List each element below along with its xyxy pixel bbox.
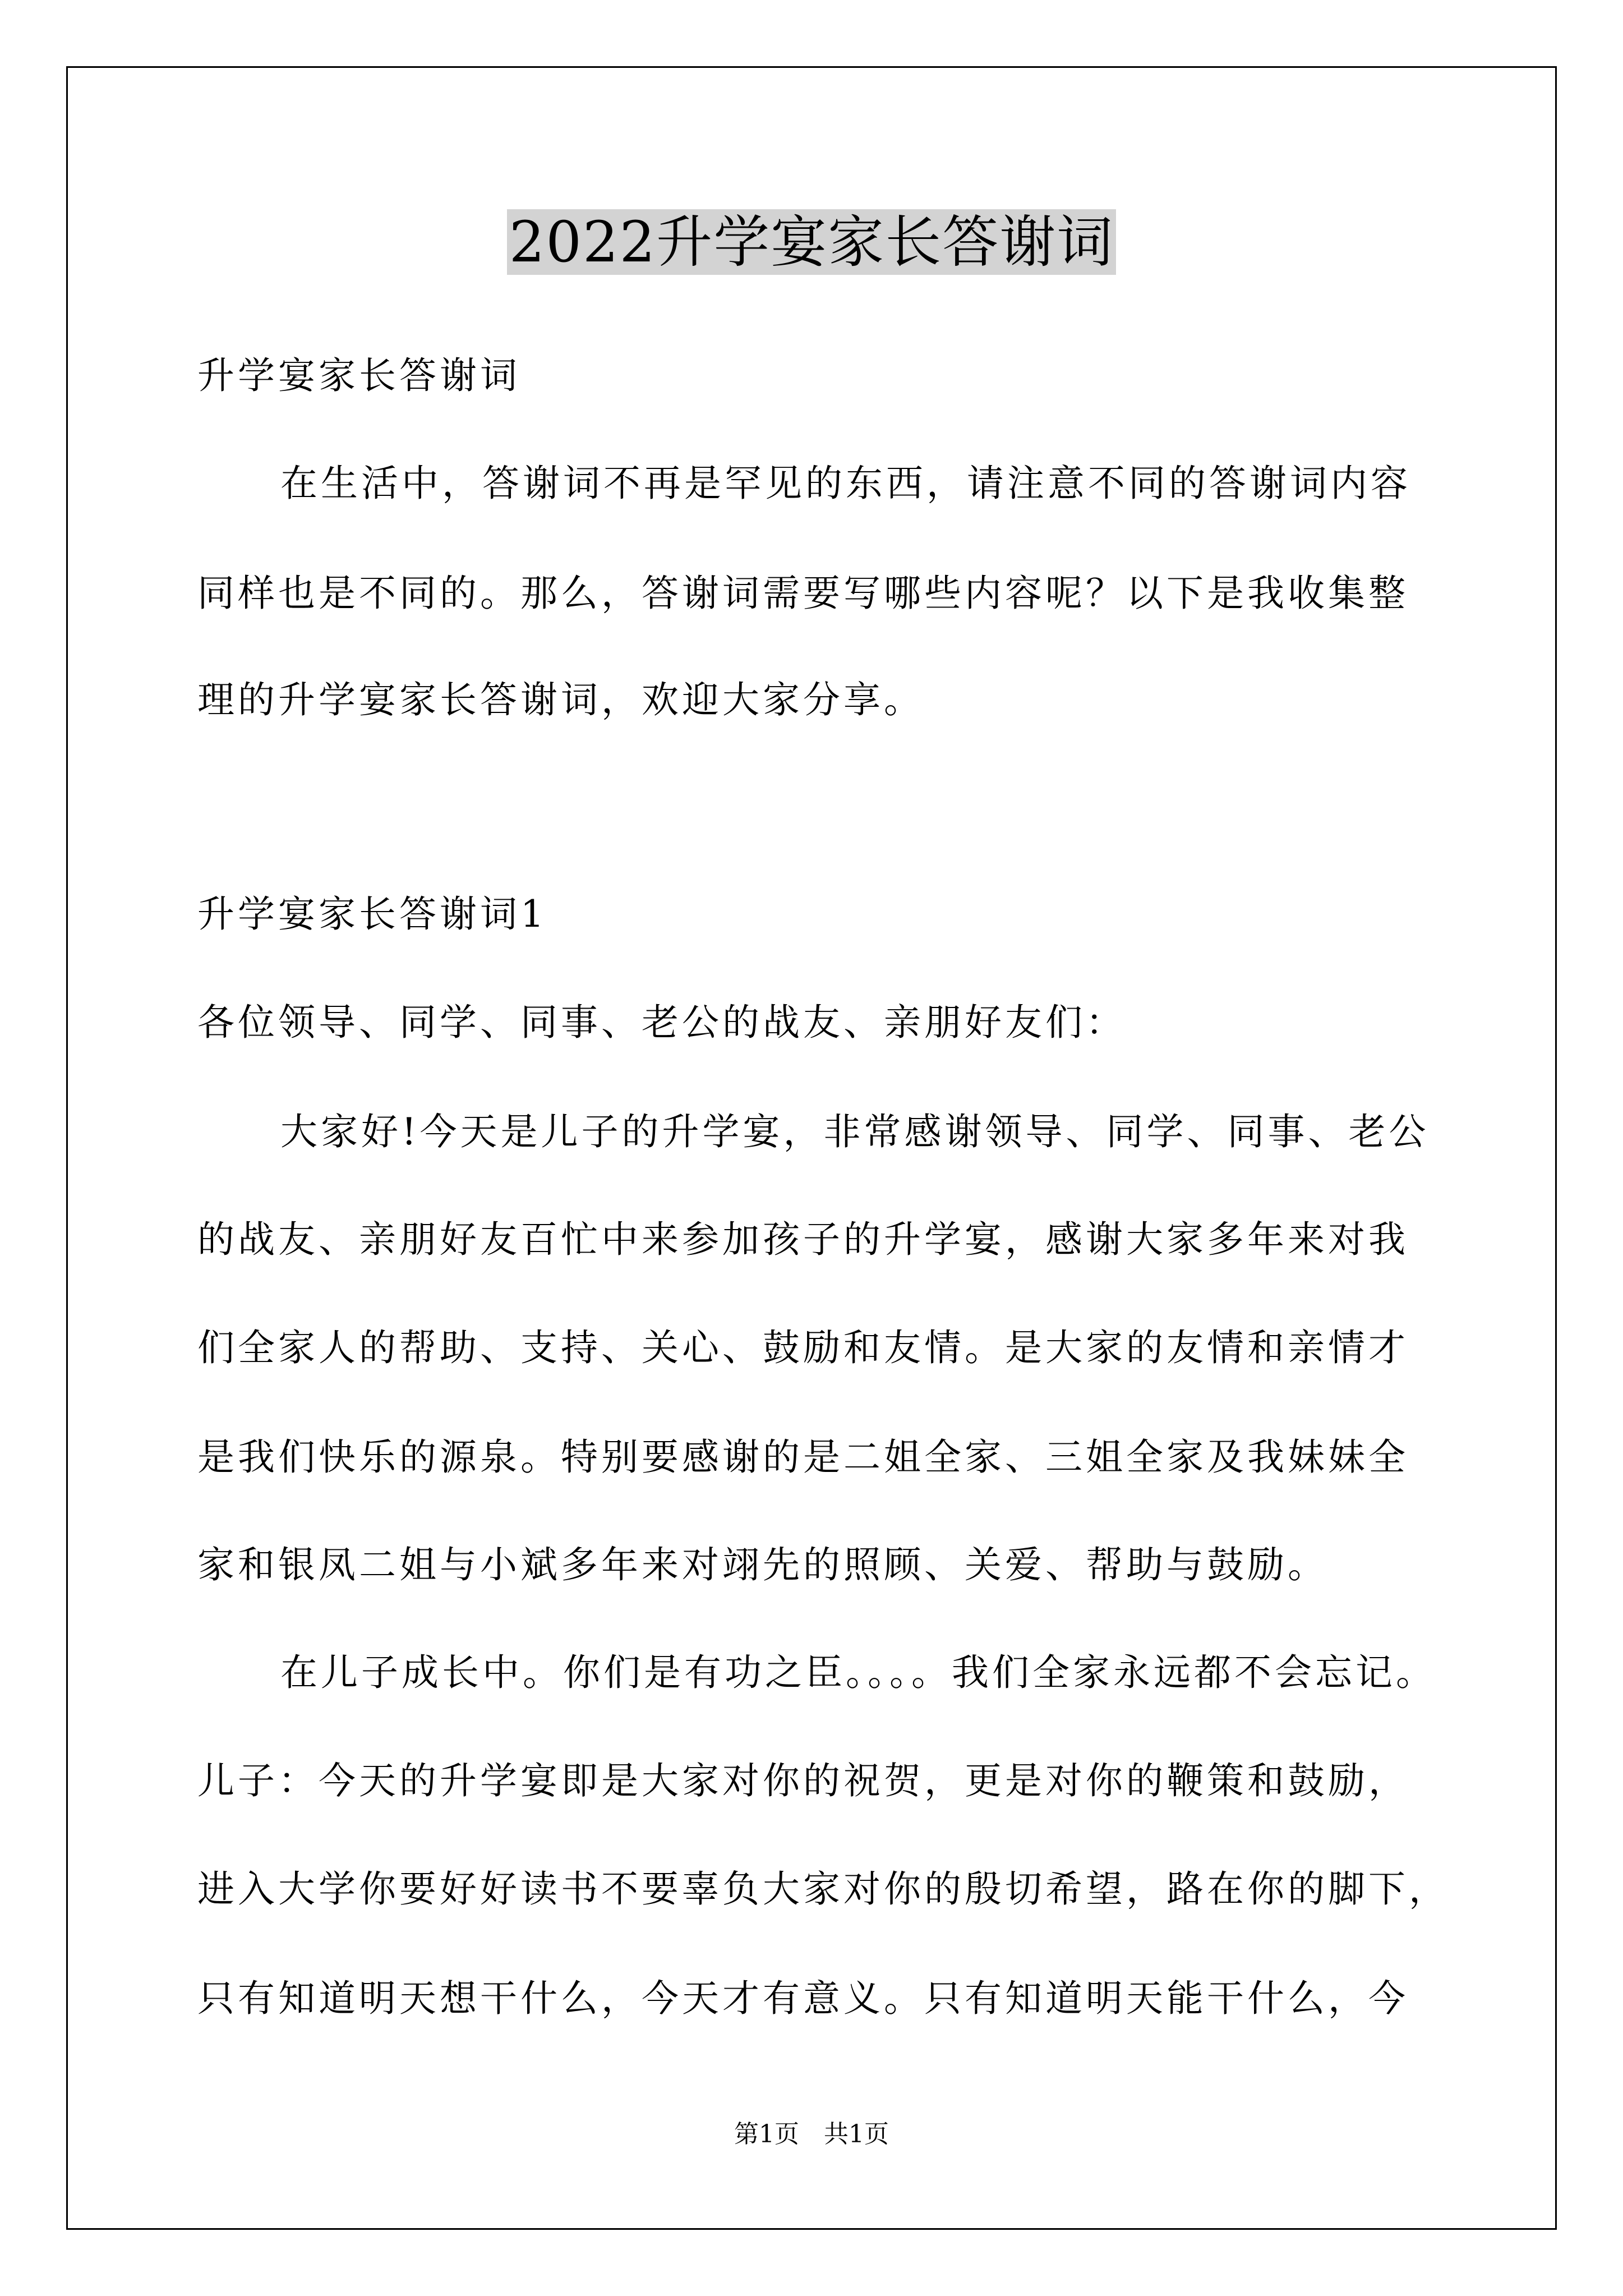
document-title	[0, 200, 1623, 284]
subtitle: 升学宴家长答谢词	[197, 354, 520, 397]
paragraph-line: 儿子：今天的升学宴即是大家对你的祝贺，更是对你的鞭策和鼓励，	[197, 1759, 1409, 1802]
section-heading: 升学宴家长答谢词1	[197, 892, 547, 936]
paragraph-line: 们全家人的帮助、支持、关心、鼓励和友情。是大家的友情和亲情才	[197, 1326, 1409, 1369]
paragraph-line: 的战友、亲朋好友百忙中来参加孩子的升学宴，感谢大家多年来对我	[197, 1218, 1409, 1261]
salutation: 各位领导、同学、同事、老公的战友、亲朋好友们：	[197, 1001, 1126, 1044]
document-title-text: 2022升学宴家长答谢词	[507, 209, 1117, 275]
intro-line: 同样也是不同的。那么，答谢词需要写哪些内容呢？以下是我收集整	[197, 572, 1409, 615]
paragraph-line: 进入大学你要好好读书不要辜负大家对你的殷切希望，路在你的脚下，	[197, 1867, 1449, 1911]
paragraph-line: 是我们快乐的源泉。特别要感谢的是二姐全家、三姐全家及我妹妹全	[197, 1435, 1409, 1479]
paragraph-line: 大家好!今天是儿子的升学宴，非常感谢领导、同学、同事、老公	[280, 1110, 1430, 1153]
intro-line: 理的升学宴家长答谢词，欢迎大家分享。	[197, 678, 924, 721]
intro-line: 在生活中，答谢词不再是罕见的东西，请注意不同的答谢词内容	[280, 462, 1411, 505]
page-footer: 第1页 共1页	[734, 2120, 889, 2148]
paragraph-line: 只有知道明天想干什么，今天才有意义。只有知道明天能干什么，今	[197, 1977, 1409, 2020]
paragraph-line: 在儿子成长中。你们是有功之臣。。。。我们全家永远都不会忘记。	[280, 1651, 1436, 1694]
paragraph-line: 家和银凤二姐与小斌多年来对翊先的照顾、关爱、帮助与鼓励。	[197, 1543, 1328, 1586]
